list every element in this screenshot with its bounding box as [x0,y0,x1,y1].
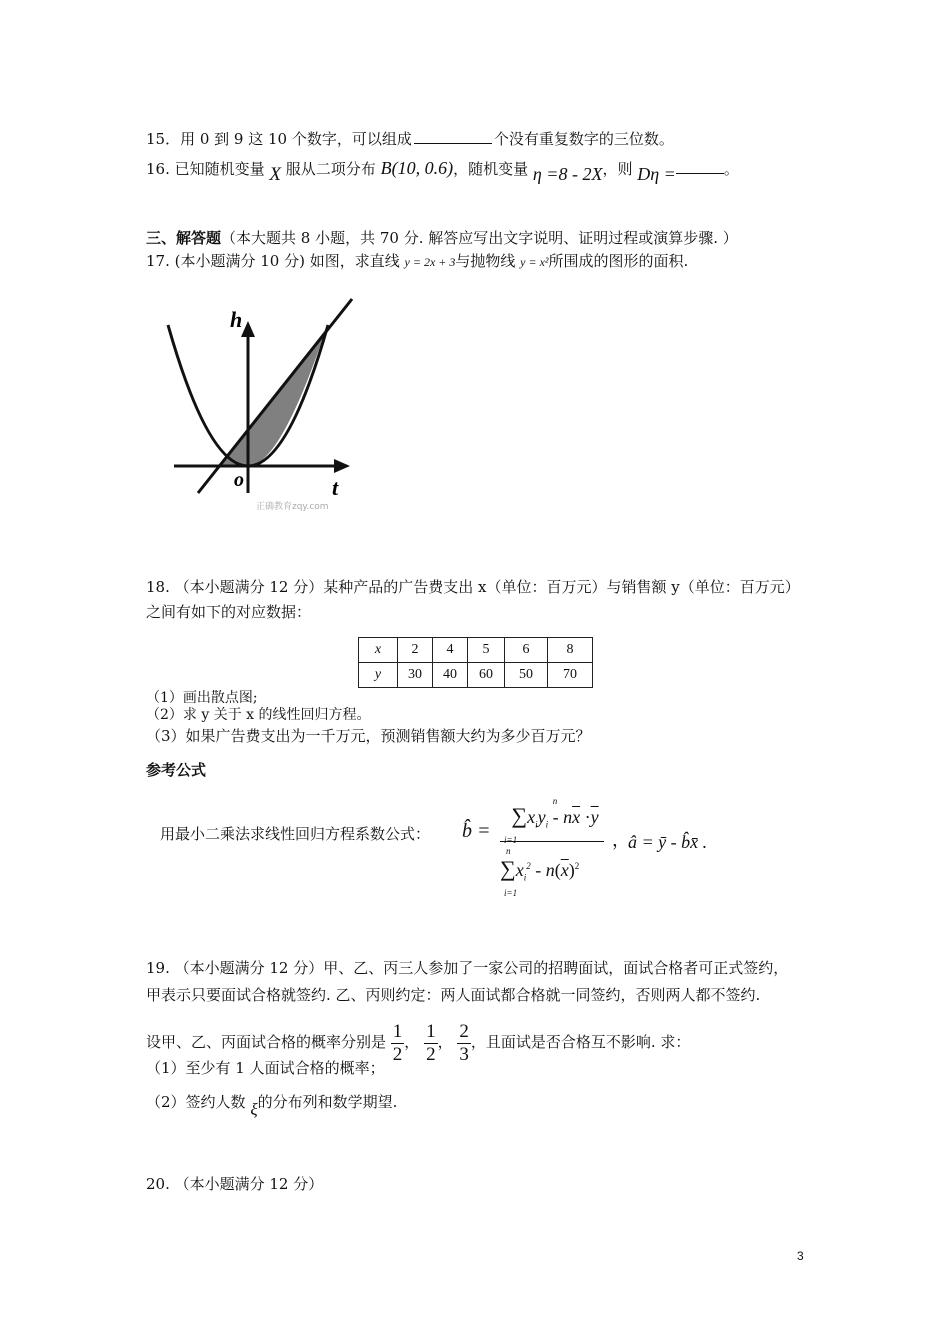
table-cell: 60 [468,663,505,688]
q19-item-2a: （2）签约人数 [146,1093,246,1111]
table-row [359,638,593,663]
q15-text-b: 个没有重复数字的三位数。 [493,130,674,148]
q16-text-a: 16. 已知随机变量 [146,160,265,178]
comma: ， [612,830,630,850]
a-hat-formula: â = ȳ - b̂x̄ . [628,832,708,852]
section-3-heading [146,228,738,248]
q19-line-2: 甲表示只要面试合格就签约. 乙、丙则约定：两人面试都合格就一同签约，否则两人都不签约. [146,986,761,1004]
q17-text-b: 与抛物线 [455,252,516,270]
q19-line-3a: 设甲、乙、丙面试合格的概率分别是 [146,1033,387,1051]
q16-text-b: 服从二项分布 [285,160,376,178]
formula-description: 用最小二乘法求线性回归方程系数公式： [160,825,431,843]
q16-text-c: ，随机变量 [453,160,529,178]
q19-item-2 [146,1092,398,1119]
area-figure [160,285,380,515]
q16-text-d: ，则 [602,160,633,178]
t-axis-arrow [334,459,350,473]
numerator: n $\sum x_iy_i - n\overline{x} \cdot\overline{y}$ i=1 [504,796,599,845]
eta-expression: η =8 - 2X [532,164,603,184]
denominator-value: 2 [426,1043,436,1065]
q18-line-2: 之间有如下的对应数据： [146,603,312,621]
question-15 [146,129,674,149]
watermark: 正确教育zqy.com [256,502,329,512]
d-eta: Dη = [637,164,676,184]
h-axis-arrow [241,321,255,337]
q19-line-3: 设甲、乙、丙面试合格的概率分别是 $\frac{1}{2}$ ， $\frac{1}{2}$ ， $\frac{2}{3}$ ，且面试是否合格互不影响. 求： [146,1020,691,1065]
table-cell: 2 [398,638,433,663]
label-o: o [234,469,244,491]
section-description: （本大题共 8 小题，共 70 分. 解答应写出文字说明、证明过程或演算步骤. ） [221,229,738,247]
table-cell: 30 [398,663,433,688]
q16-end: 。 [723,160,739,178]
question-20: 20. （本小题满分 12 分） [146,1175,324,1193]
xi-symbol: ξ [250,1100,258,1119]
q18-line-1: 18. （本小题满分 12 分）某种产品的广告费支出 x（单位：百万元）与销售额 y（单位：百万元） [146,578,800,596]
numerator-value: 2 [459,1020,469,1042]
q19-line-3b: ，且面试是否合格互不影响. 求： [470,1033,691,1051]
q17-text-a: 17. (本小题满分 10 分) 如图，求直线 [146,252,400,270]
q18-item-3: （3）如果广告费支出为一千万元，预测销售额大约为多少百万元？ [146,727,591,745]
table-row [359,663,593,688]
question-16 [146,158,739,185]
table-cell: 6 [505,638,548,663]
label-t: t [332,475,339,500]
data-table [358,637,593,688]
table-cell: 4 [433,638,468,663]
line-equation: y = 2x + 3 [404,255,456,269]
q19-item-2b: 的分布列和数学期望. [257,1093,398,1111]
table-cell: 50 [505,663,548,688]
fraction [457,1021,471,1066]
label-h: h [230,307,243,332]
fraction [424,1021,438,1066]
section-title: 三、解答题 [146,229,222,247]
q17-text-c: 所围成的图形的面积. [548,252,689,270]
fraction [391,1021,405,1066]
table-cell: 70 [548,663,593,688]
binomial-dist: B(10, 0.6) [380,158,454,178]
question-17 [146,251,688,272]
numerator-value: 1 [426,1020,436,1042]
table-cell: y [359,663,398,688]
table-cell: 5 [468,638,505,663]
table-cell: 8 [548,638,593,663]
q19-line-1: 19. （本小题满分 12 分）甲、乙、丙三人参加了一家公司的招聘面试，面试合格者可正式签约， [146,959,789,977]
numerator-value: 1 [392,1020,403,1042]
page-number: 3 [797,1249,804,1263]
q19-item-1: （1）至少有 1 人面试合格的概率； [146,1059,385,1077]
q18-item-2: （2）求 y 关于 x 的线性回归方程。 [146,707,371,723]
fraction-bar [500,841,604,842]
straight-line [198,299,352,493]
answer-blank [414,129,492,144]
var-x: X [269,164,282,185]
answer-blank [676,164,724,174]
b-hat-label: b̂ = [462,820,491,842]
q18-item-1: （1）画出散点图; [146,690,258,706]
denominator: n $\sum x_i^2 - n(\overline{x})^2$ i=1 [500,846,580,898]
denominator-value: 2 [392,1043,403,1065]
q15-text-a: 15．用 0 到 9 这 10 个数字，可以组成 [146,130,412,148]
denominator-value: 3 [459,1043,469,1065]
parabola-equation: y = x² [520,255,549,269]
reference-heading: 参考公式 [146,761,207,779]
table-cell: 40 [433,663,468,688]
table-cell: x [359,638,398,663]
